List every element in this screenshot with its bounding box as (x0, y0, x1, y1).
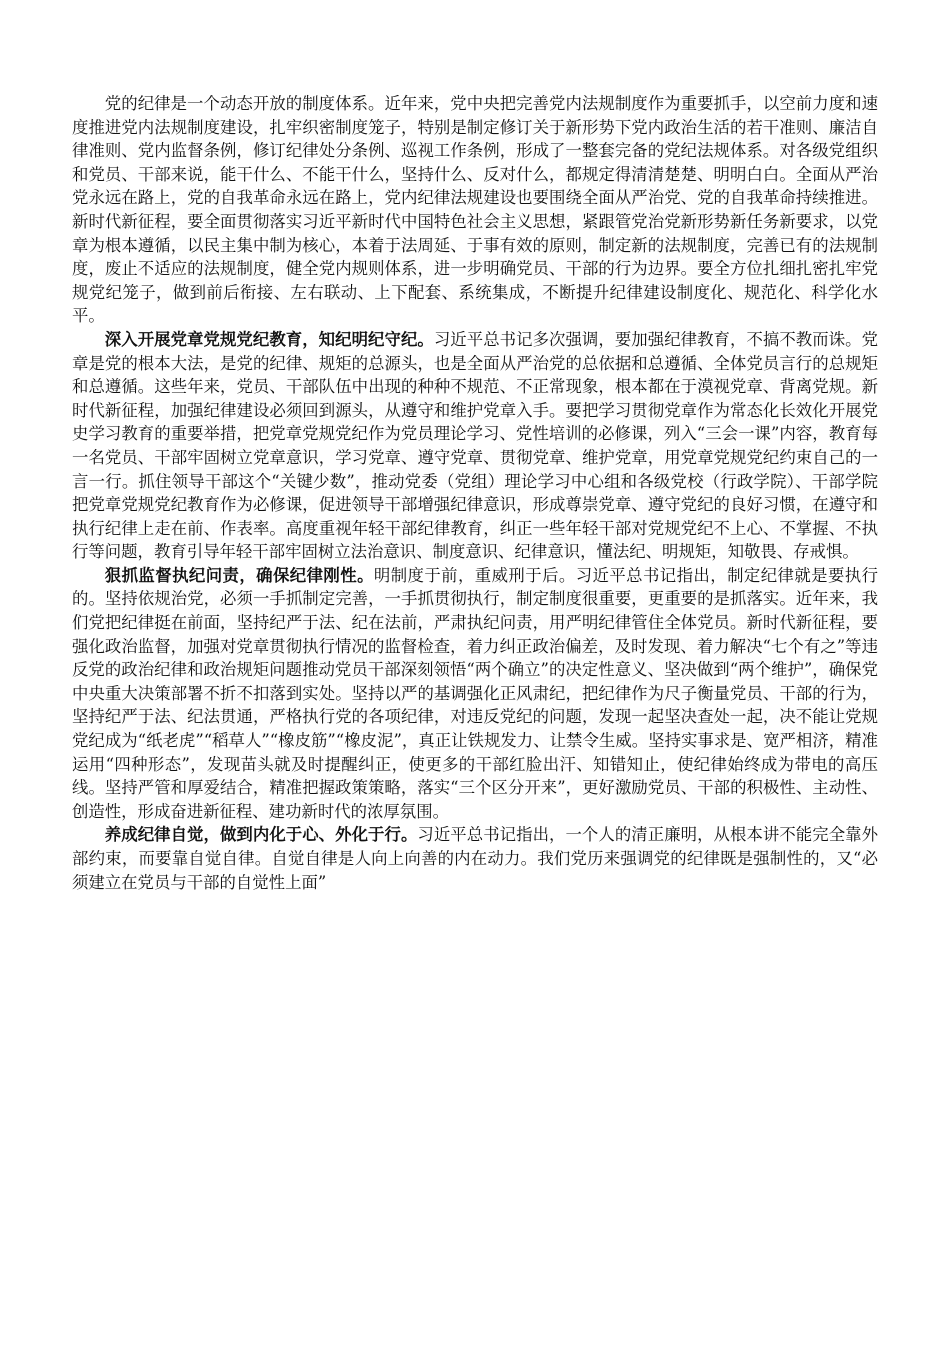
paragraph-1-text: 党的纪律是一个动态开放的制度体系。近年来，党中央把完善党内法规制度作为重要抓手，以空前力度和速度推进党内法规制度建设，扎牢织密制度笼子，特别是制定修订关于新形势下党内政治生活的若干准则、廉洁自律准则、党内监督条例，修订纪律处分条例、巡视工作条例，形成了一整套完备的党纪法规体系。对各级党组织和党员、干部来说，能干什么、不能干什么，坚持什么、反对什么，都规定得清清楚楚、明明白白。全面从严治党永远在路上，党的自我革命永远在路上，党内纪律法规建设也要围绕全面从严治党、党的自我革命持续推进。新时代新征程，要全面贯彻落实习近平新时代中国特色社会主义思想，紧跟管党治党新形势新任务新要求，以党章为根本遵循，以民主集中制为核心，本着于法周延、于事有效的原则，制定新的法规制度，完善已有的法规制度，废止不适应的法规制度，健全党内规则体系，进一步明确党员、干部的行为边界。要全方位扎细扎密扎牢党规党纪笼子，做到前后衔接、左右联动、上下配套、系统集成，不断提升纪律建设制度化、规范化、科学化水平。 (72, 94, 878, 326)
paragraph-4-lead: 养成纪律自觉，做到内化于心、外化于行。 (104, 825, 418, 845)
paragraph-1 (72, 92, 878, 328)
document-page (72, 92, 878, 894)
paragraph-2-lead: 深入开展党章党规党纪教育，知纪明纪守纪。 (104, 329, 434, 349)
paragraph-4 (72, 823, 878, 894)
paragraph-3 (72, 564, 878, 824)
paragraph-2-text: 习近平总书记多次强调，要加强纪律教育，不搞不教而诛。党章是党的根本大法，是党的纪律、规矩的总源头，也是全面从严治党的总依据和总遵循、全体党员言行的总规矩和总遵循。这些年来，党员、干部队伍中出现的种种不规范、不正常现象，根本都在于漠视党章、背离党规。新时代新征程，加强纪律建设必须回到源头，从遵守和维护党章入手。要把学习贯彻党章作为常态化长效化开展党史学习教育的重要举措，把党章党规党纪作为党员理论学习、党性培训的必修课，列入“三会一课”内容，教育每一名党员、干部牢固树立党章意识，学习党章、遵守党章、贯彻党章、维护党章，用党章党规党纪约束自己的一言一行。抓住领导干部这个“关键少数”，推动党委（党组）理论学习中心组和各级党校（行政学院）、干部学院把党章党规党纪教育作为必修课，促进领导干部增强纪律意识，形成尊崇党章、遵守党纪的良好习惯，在遵守和执行纪律上走在前、作表率。高度重视年轻干部纪律教育，纠正一些年轻干部对党规党纪不上心、不掌握、不执行等问题，教育引导年轻干部牢固树立法治意识、制度意识、纪律意识，懂法纪、明规矩，知敬畏、存戒惧。 (72, 329, 879, 562)
paragraph-3-lead: 狠抓监督执纪问责，确保纪律刚性。 (104, 565, 374, 585)
paragraph-3-text: 明制度于前，重威刑于后。习近平总书记指出，制定纪律就是要执行的。坚持依规治党，必须一手抓制定完善，一手抓贯彻执行，制定制度很重要，更重要的是抓落实。近年来，我们党把纪律挺在前面，坚持纪严于法、纪在法前，严肃执纪问责，用严明纪律管住全体党员。新时代新征程，要强化政治监督，加强对党章贯彻执行情况的监督检查，着力纠正政治偏差，及时发现、着力解决“七个有之”等违反党的政治纪律和政治规矩问题推动党员干部深刻领悟“两个确立”的决定性意义、坚决做到“两个维护”，确保党中央重大决策部署不折不扣落到实处。坚持以严的基调强化正风肃纪，把纪律作为尺子衡量党员、干部的行为，坚持纪严于法、纪法贯通，严格执行党的各项纪律，对违反党纪的问题，发现一起坚决查处一起，决不能让党规党纪成为“纸老虎”“稻草人”“橡皮筋”“橡皮泥”，真正让铁规发力、让禁令生威。坚持实事求是、宽严相济，精准运用“四种形态”，发现苗头就及时提醒纠正，使更多的干部红脸出汗、知错知止，使纪律始终成为带电的高压线。坚持严管和厚爱结合，精准把握政策策略，落实“三个区分开来”，更好激励党员、干部的积极性、主动性、创造性，形成奋进新征程、建功新时代的浓厚氛围。 (72, 565, 879, 821)
paragraph-2 (72, 328, 878, 564)
paragraph-4-text: 习近平总书记指出，一个人的清正廉明，从根本讲不能完全靠外部约束，而要靠自觉自律。自觉自律是人向上向善的内在动力。我们党历来强调党的纪律既是强制性的，又“必须建立在党员与干部的自觉性上面” (72, 825, 879, 892)
